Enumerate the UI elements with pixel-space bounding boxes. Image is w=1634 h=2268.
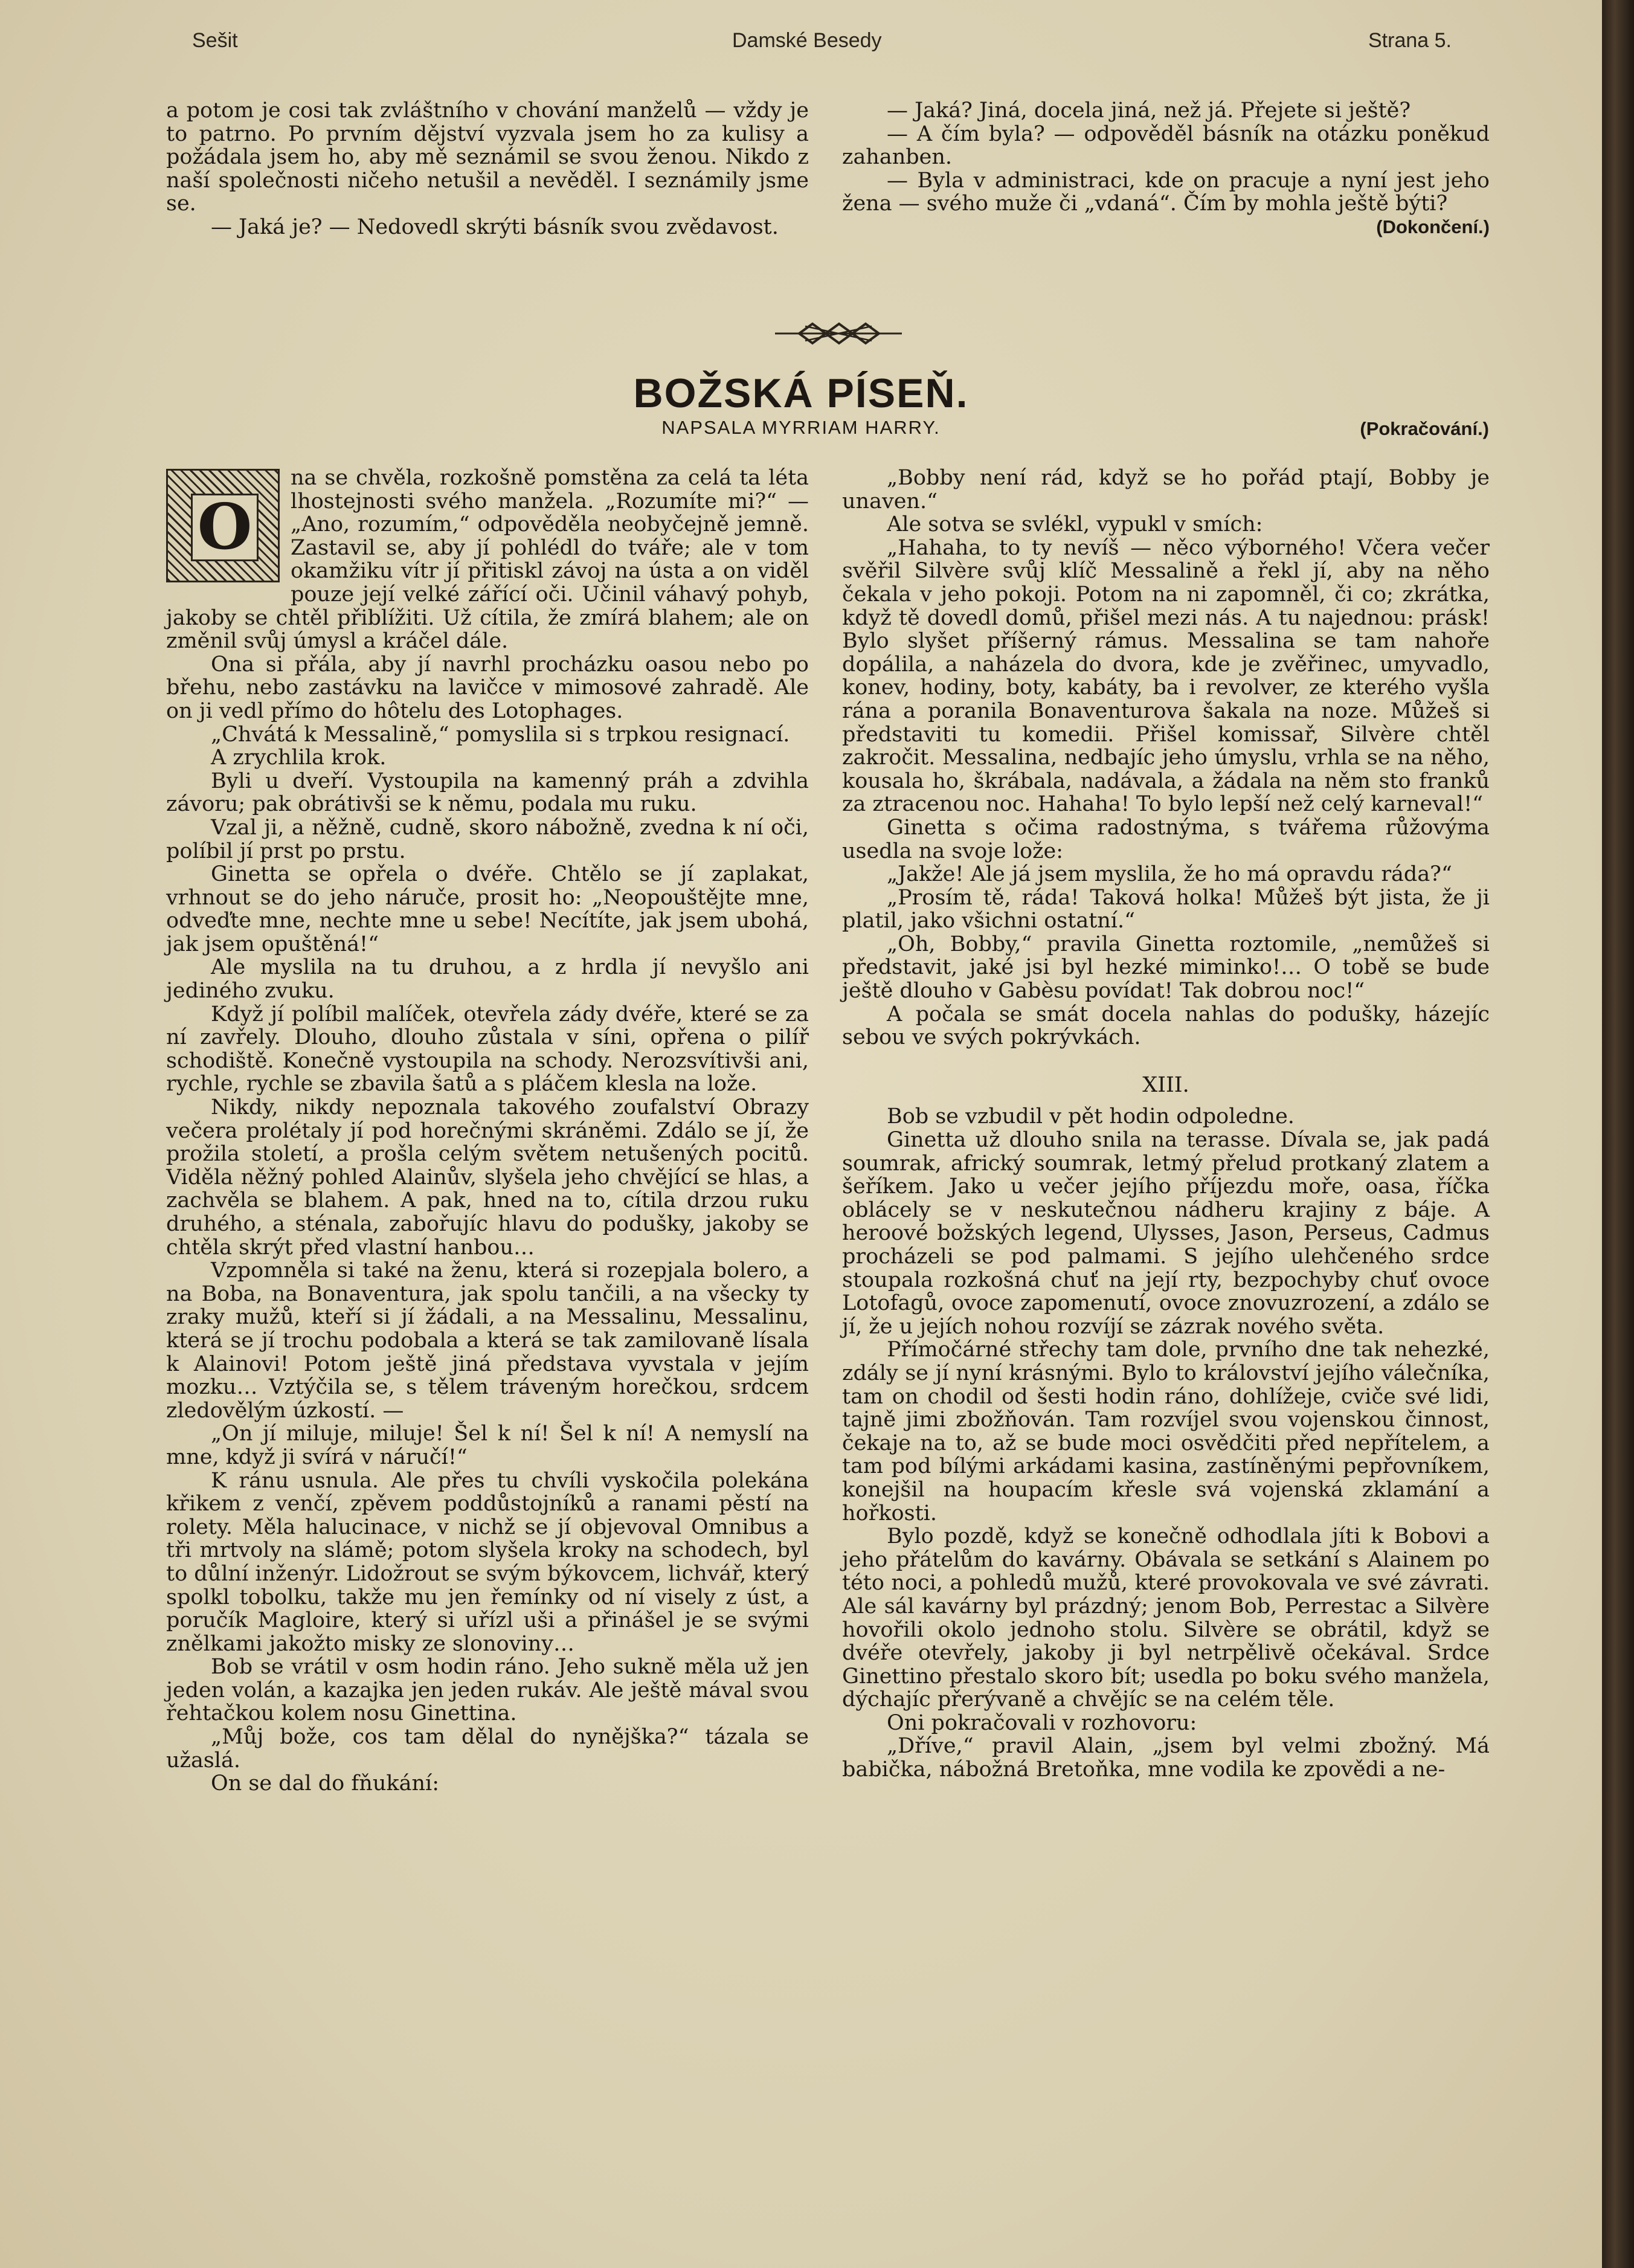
right-paragraphs-b (842, 1105, 1490, 1781)
article-paragraph: Vzal ji, a něžně, cudně, skoro nábožně, zvedna k ní oči, políbil jí prst po prstu. (166, 815, 809, 863)
article-paragraph: „Dříve,“ pravil Alain, „jsem byl velmi zbožný. Má babička, nábožná Bretoňka, mne vodila ke zpovědi a ne- (842, 1734, 1490, 1782)
chapter-number: XIII. (1142, 1072, 1189, 1097)
article-paragraph: O na se chvěla, rozkošně pomstěna za celá ta léta lhostejnosti svého manžela. „Rozumíte mi?“ — „Ano, rozumím,“ odpověděla neobyčejně jemně. Zastavil se, aby jí pohlédl do tváře; ale v tom okamžiku vítr jí přitiskl závoj na ústa a on viděl pouze její velké zářící oči. Učinil váhavý pohyb, jakoby se chtěl přiblížiti. Už cítila, že zmírá blahem; ale on změnil svůj úmysl a kráčel dále. (166, 466, 809, 654)
header-center: Damské Besedy (732, 29, 882, 52)
article-paragraph: „On jí miluje, miluje! Šel k ní! Šel k ní! A nemyslí na mne, když ji svírá v náručí!“ (166, 1422, 809, 1469)
article-paragraph: K ránu usnula. Ale přes tu chvíli vyskočila polekána křikem z venčí, zpěvem poddůstojníků a ranami pěstí na rolety. Měla halucinace, v nichž se jí objevoval Omnibus a tři mrtvoly na slámě; potom slyšela kroky na schodech, byl to důlní inženýr. Lidožrout se svým býkovcem, lichvář, který spolkl tobolku, takže mu jen řemínky od ní visely z úst, a poručík Magloire, který si uřízl uši a přinášel je se svými znělkami jakožto misky ze slonoviny… (166, 1468, 809, 1656)
article-right-column (842, 466, 1490, 1782)
dropcap-ornament (166, 469, 280, 582)
header-left: Sešit (192, 29, 238, 52)
left-paragraphs (166, 653, 809, 1796)
article-left-column (166, 466, 809, 1796)
ornament-divider (775, 318, 902, 349)
article-paragraph: „Hahaha, to ty nevíš — něco výborného! Včera večer svěřil Silvère svůj klíč Messalině a řekl jí, aby na něho čekala v jeho pokoji. Potom na ni zapomněl, či co; zkrátka, když tě dovedl domů, přišel mezi nás. A tu najednou: prásk! Bylo slyšet příšerný rámus. Messalina se tam nahoře dopálila, a naházela do dvora, kde je zvěřinec, umyvadlo, konev, hodiny, boty, kabáty, ba i revolver, ze kterého vyšla rána a poranila Bonaventurova šakala na noze. Můžeš si představiti tu komedii. Přišel komissař, Silvère chtěl zakročit. Messalina, nedbajíc jeho úmyslu, vrhla se na něho, kousala ho, škrábala, nadávala, a žádala na něm sto franků za ztracenou noc. Hahaha! To bylo lepší než celý karneval!“ (842, 535, 1490, 817)
continued-label: (Pokračování.) (1360, 418, 1489, 439)
binding-edge (1602, 0, 1634, 2268)
article-paragraph: Ginetta už dlouho snila na terasse. Dívala se, jak padá soumrak, africký soumrak, letmý přelud protkaný zlatem a šeříkem. Jako u večer jejího příjezdu moře, oasa, říčka oblácely se v neskutečnou nádheru krajiny z báje. A heroové božských legend, Ulysses, Jason, Perseus, Cadmus procházeli se pod palmami. S jejího ulehčeného srdce stoupala rozkošná chuť na její rty, bezpochyby chuť ovoce Lotofagů, ovoce zapomenutí, ovoce znovuzrození, a zdálo se jí, že u jejích nohou rozvíjí se zázrak nového světa. (842, 1128, 1490, 1339)
article-paragraph: Ale myslila na tu druhou, a z hrdla jí nevyšlo ani jediného zvuku. (166, 955, 809, 1004)
article-paragraph: On se dal do fňukání: (211, 1771, 439, 1796)
article-paragraph: Vzpomněla si také na ženu, která si rozepjala bolero, a na Boba, na Bonaventura, jak spolu tančili, a na všecky ty zraky mužů, kteří si jí žádali, a na Messalinu, Messalinu, která se jí trochu podobala a která se tak zamilovaně lísala k Alainovi! Potom ještě jiná představa vyvstala v jejím mozku… Vztýčila se, s tělem tráveným horečkou, srdcem zledovělým úzkostí. — (166, 1258, 809, 1423)
article-paragraph: Ginetta s očima radostnýma, s tvářema růžovýma usedla na svoje lože: (842, 815, 1490, 863)
top-left-paragraph: — Jaká je? — Nedovedl skrýti básník svou zvědavost. (211, 214, 779, 239)
article-paragraph: „Bobby není rád, když se ho pořád ptají, Bobby je unaven.“ (842, 466, 1490, 514)
top-left-paragraph: a potom je cosi tak zvláštního v chování manželů — vždy je to patrno. Po prvním dějství vyzvala jsem ho za kulisy a požádala jsem ho, aby mě seznámil se svou ženou. Nikdo z naší společnosti ničeho netušil a nevěděl. I seznámily jsme se. (166, 98, 809, 216)
article-paragraph: „Chvátá k Messalině,“ pomyslila si s trpkou resignací. (211, 722, 790, 747)
dropcap-letter: O (191, 494, 259, 561)
article-paragraph: A počala se smát docela nahlas do podušky, házejíc sebou ve svých pokrývkách. (842, 1002, 1490, 1050)
top-right-paragraph: — Jaká? Jiná, docela jiná, než já. Přejete si ještě? (887, 98, 1411, 123)
article-paragraph: A zrychlila krok. (211, 746, 387, 770)
article-paragraph: Bob se vrátil v osm hodin ráno. Jeho sukně měla už jen jeden volán, a kazajka jen jeden rukáv. Ale ještě mával svou řehtačkou kolem nosu Ginettina. (166, 1655, 809, 1726)
article-paragraph: Byli u dveří. Vystoupila na kamenný práh a zdvihla závoru; pak obrátivši se k němu, podala mu ruku. (166, 768, 809, 817)
header-right: Strana 5. (1368, 29, 1452, 52)
article-paragraph: Bylo pozdě, když se konečně odhodlala jíti k Bobovi a jeho přátelům do kavárny. Obávala se setkání s Alainem po této noci, a pohledů mužů, které provokovala ve své závrati. Ale sál kavárny byl prázdný; jenom Bob, Perrestac a Silvère hovořili okolo jednoho stolu. Silvère se obrátil, když se dvéře otevřely, jakoby ji byl netrpělivě očekával. Srdce Ginettino přestalo skoro bít; usedla po boku svého manžela, dýchajíc přerývaně a chvějíc se na celém těle. (842, 1524, 1490, 1712)
article-paragraph: Když jí políbil malíček, otevřela zády dvéře, které se za ní zavřely. Dlouho, dlouho zůstala v síni, opřena o pilíř schodiště. Konečně vystoupila na schody. Nerozsvítivši ani, rychle, rychle se zbavila šatů a s pláčem klesla na lože. (166, 1002, 809, 1097)
article-paragraph: Přímočárné střechy tam dole, prvního dne tak nehezké, zdály se jí nyní krásnými. Bylo to království jejího válečníka, tam on chodil od šesti hodin ráno, dohlížeje, cviče své lidi, tajně jimi zbožňován. Tam rozvíjel svou vojenskou činnost, čekaje na to, až se bude moci osvědčiti před nepřítelem, a tam pod bílými arkádami kasina, zastíněnými pepřovníkem, konejšil na houpacím křesle svá vojenská zklamání a hořkosti. (842, 1338, 1490, 1525)
article-title: BOŽSKÁ PÍSEŇ. (633, 370, 969, 416)
article-paragraph: „Můj bože, cos tam dělal do nynějška?“ tázala se užaslá. (166, 1725, 809, 1773)
article-paragraph: Oni pokračovali v rozhovoru: (887, 1710, 1197, 1735)
top-right-column (842, 99, 1490, 239)
top-right-paragraph: — Byla v administraci, kde on pracuje a nyní jest jeho žena — svého muže či „vdaná“. Čím by mohla ještě býti? (Dokončení.) (842, 169, 1490, 216)
article-paragraph: Ginetta se opřela o dvéře. Chtělo se jí zaplakat, vrhnout se do jeho náruče, prosit ho: „Neopouštějte mne, odveďte mne, nechte mne u sebe! Necítíte, jak jsem ubohá, jak jsem opuštěná!“ (166, 862, 809, 956)
article-paragraph: Nikdy, nikdy nepoznala takového zoufalství Obrazy večera prolétaly jí pod horečnými skráněmi. Zdálo se jí, že prožila století, a prošla celým světem netušených pocitů. Viděla něžný pohled Alainův, slyšela jeho chvějící se hlas, a zachvěla se blahem. A pak, hned na to, cítila drzou ruku druhého, a sténala, zabořujíc hlavu do podušky, jakoby se chtěla skrýt před vlastní hanbou… (166, 1095, 809, 1260)
right-paragraphs-a (842, 466, 1490, 1049)
article-paragraph: Bob se vzbudil v pět hodin odpoledne. (887, 1104, 1295, 1129)
article-paragraph: Ale sotva se svlékl, vypukl v smích: (887, 512, 1263, 537)
article-paragraph: „Prosím tě, ráda! Taková holka! Můžeš být jista, že ji platil, jako všichni ostatní.“ (842, 885, 1490, 933)
top-left-column (166, 99, 809, 239)
signoff: (Dokončení.) (1376, 216, 1490, 237)
article-author: NAPSALA MYRRIAM HARRY. (661, 417, 941, 438)
article-paragraph: „Oh, Bobby,“ pravila Ginetta roztomile, „nemůžeš si představit, jaké jsi byl hezké miminko!… O tobě se bude ještě dlouho v Gabèsu povídat! Tak dobrou noc!“ (842, 932, 1490, 1004)
top-right-paragraph: — A čím byla? — odpověděl básník na otázku poněkud zahanben. (842, 121, 1490, 170)
article-paragraph: „Jakže! Ale já jsem myslila, že ho má opravdu ráda?“ (887, 862, 1452, 887)
article-paragraph: Ona si přála, aby jí navrhl procházku oasou nebo po břehu, nebo zastávku na lavičce v mimosové zahradě. Ale on ji vedl přímo do hôtelu des Lotophages. (166, 652, 809, 723)
